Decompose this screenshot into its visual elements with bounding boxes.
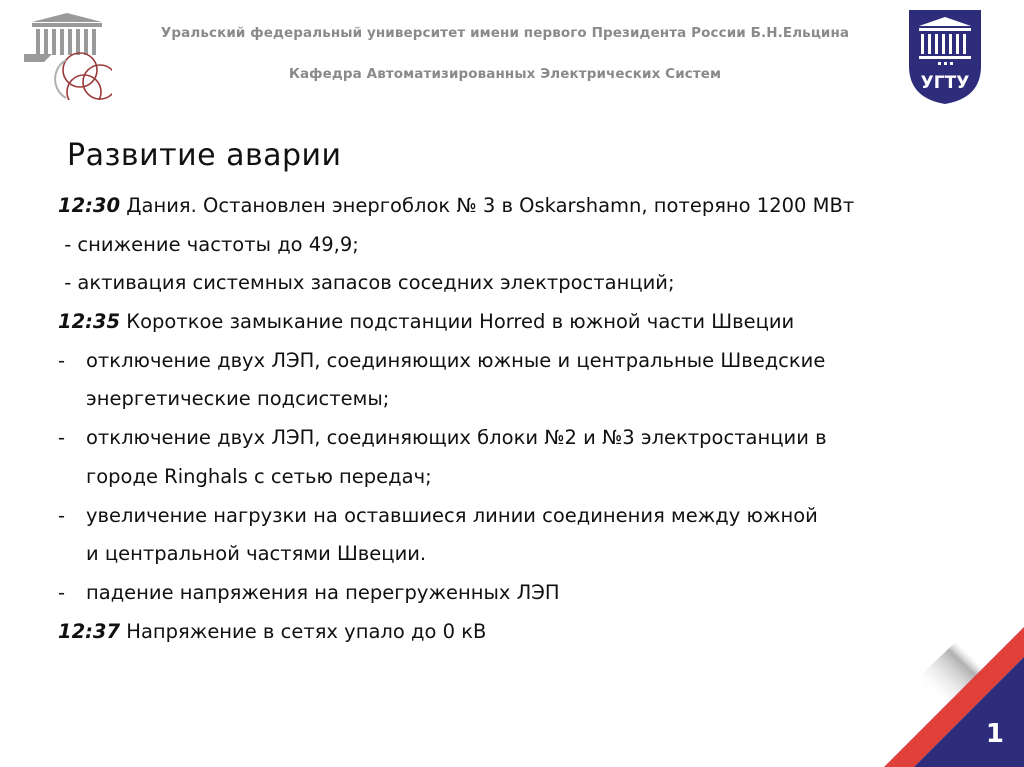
ugtu-logo-icon xyxy=(905,6,985,106)
bullet-dash: - xyxy=(58,348,66,372)
event-time: 12:37 xyxy=(58,619,121,643)
event-text: Дания. Остановлен энергоблок № 3 в Oskarshamn, потеряно 1200 МВт xyxy=(120,194,855,217)
event-subitem-continued: городе Ringhals с сетью передач; xyxy=(86,464,432,488)
event-subitem: - падение напряжения на перегруженных ЛЭП xyxy=(58,574,978,613)
slide-number: 1 xyxy=(985,719,1004,749)
event-subitem: - снижение частоты до 49,9; xyxy=(58,232,359,256)
event-subitem: - активация системных запасов соседних электростанций; xyxy=(58,271,675,295)
bullet-dash: - xyxy=(58,503,66,527)
bullet-dash: - xyxy=(58,426,66,450)
event-time: 12:30 xyxy=(58,194,121,217)
event-subitem: - увеличение нагрузки на оставшиеся линии соединения между южной xyxy=(58,497,978,536)
urfu-logo-icon xyxy=(22,10,112,100)
event-subitem-continued: энергетические подсистемы; xyxy=(86,387,390,411)
slide-title: Развитие аварии xyxy=(67,138,342,173)
event-text: Напряжение в сетях упало до 0 кВ xyxy=(120,619,487,643)
event-subitem: - отключение двух ЛЭП, соединяющих южные и центральные Шведские xyxy=(58,342,978,381)
ugtu-logo-text: УГТУ xyxy=(920,73,970,93)
event-line xyxy=(58,187,978,226)
university-name: Уральский федеральный университет имени первого Президента России Б.Н.Ельцина xyxy=(160,25,850,41)
event-subitem: - отключение двух ЛЭП, соединяющих блоки №2 и №3 электростанции в xyxy=(58,419,978,458)
event-subitem-continued: и центральной частями Швеции. xyxy=(86,542,427,566)
department-name: Кафедра Автоматизированных Электрических Систем xyxy=(288,66,722,82)
event-line xyxy=(58,303,978,342)
event-time: 12:35 xyxy=(58,310,121,334)
event-text: Короткое замыкание подстанции Horred в южной части Швеции xyxy=(120,310,795,334)
bullet-dash: - xyxy=(58,580,66,604)
